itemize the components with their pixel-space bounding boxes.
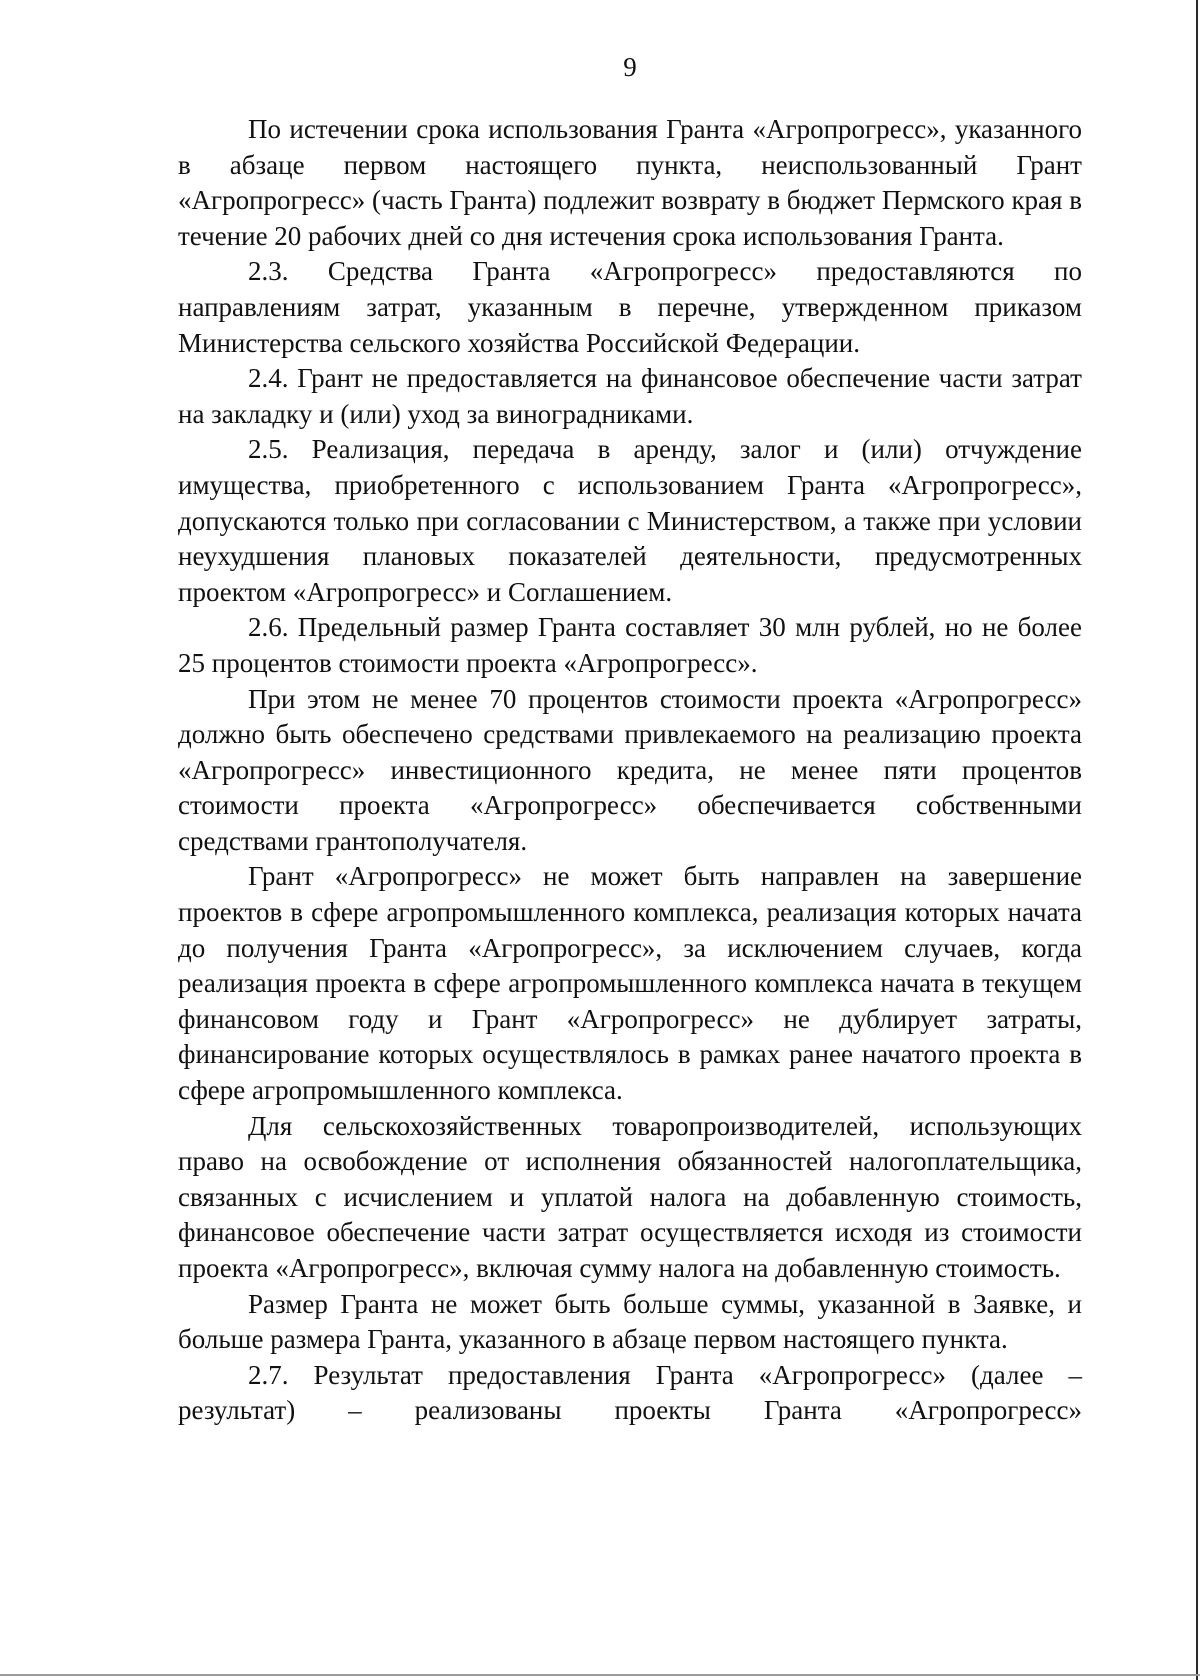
paragraph-2-6: 2.6. Предельный размер Гранта составляет 30 млн рублей, но не более 25 процентов стоимости проекта «Агропрогресс». [178,612,1082,678]
paragraph-vat: Для сельскохозяйственных товаропроизводителей, использующих право на освобождение от исполнения обязанностей налогоплательщика, связанных с исчислением и уплатой налога на добавленную стоимость, финансовое обеспечение части затрат осуществляется исходя из стоимости проекта «Агропрогресс», включая сумму налога на добавленную стоимость. [178,1110,1082,1283]
paragraph-funding-share: При этом не менее 70 процентов стоимости проекта «Агропрогресс» должно быть обеспечено средствами привлекаемого на реализацию проекта «Агропрогресс» инвестиционного кредита, не менее пяти процентов стоимости проекта «Агропрогресс» обеспечивается собственными средствами грантополучателя. [178,683,1082,856]
paragraph-2-5: 2.5. Реализация, передача в аренду, залог и (или) отчуждение имущества, приобретенного с использованием Гранта «Агропрогресс», допускаются только при согласовании с Министерством, а также при условии неухудшения плановых показателей деятельности, предусмотренных проектом «Агропрогресс» и Соглашением. [178,434,1082,607]
document-body [178,112,1082,1429]
paragraph-2-4: 2.4. Грант не предоставляется на финансовое обеспечение части затрат на закладку и (или) уход за виноградниками. [178,363,1082,429]
paragraph-project-completion: Грант «Агропрогресс» не может быть направлен на завершение проектов в сфере агропромышленного комплекса, реализация которых начата до получения Гранта «Агропрогресс», за исключением случаев, когда реализация проекта в сфере агропромышленного комплекса начата в текущем финансовом году и Грант «Агропрогресс» не дублирует затраты, финансирование которых осуществлялось в рамках ранее начатого проекта в сфере агропромышленного комплекса. [178,861,1082,1106]
paragraph-2-3: 2.3. Средства Гранта «Агропрогресс» предоставляются по направлениям затрат, указанным в перечне, утвержденном приказом Министерства сельского хозяйства Российской Федерации. [178,256,1082,358]
scan-edge-bottom [0,1674,1200,1676]
paragraph-2-7: 2.7. Результат предоставления Гранта «Агропрогресс» (далее – результат) – реализованы проекты Гранта «Агропрогресс» [178,1359,1082,1426]
paragraph-grant-return: По истечении срока использования Гранта «Агропрогресс», указанного в абзаце первом настоящего пункта, неиспользованный Грант «Агропрогресс» (часть Гранта) подлежит возврату в бюджет Пермского края в течение 20 рабочих дней со дня истечения срока использования Гранта. [178,114,1082,251]
scan-edge-right [1196,0,1198,1680]
paragraph-grant-size-limit: Размер Гранта не может быть больше суммы, указанной в Заявке, и больше размера Гранта, указанного в абзаце первом настоящего пункта. [178,1288,1082,1355]
page-number: 9 [623,52,637,82]
